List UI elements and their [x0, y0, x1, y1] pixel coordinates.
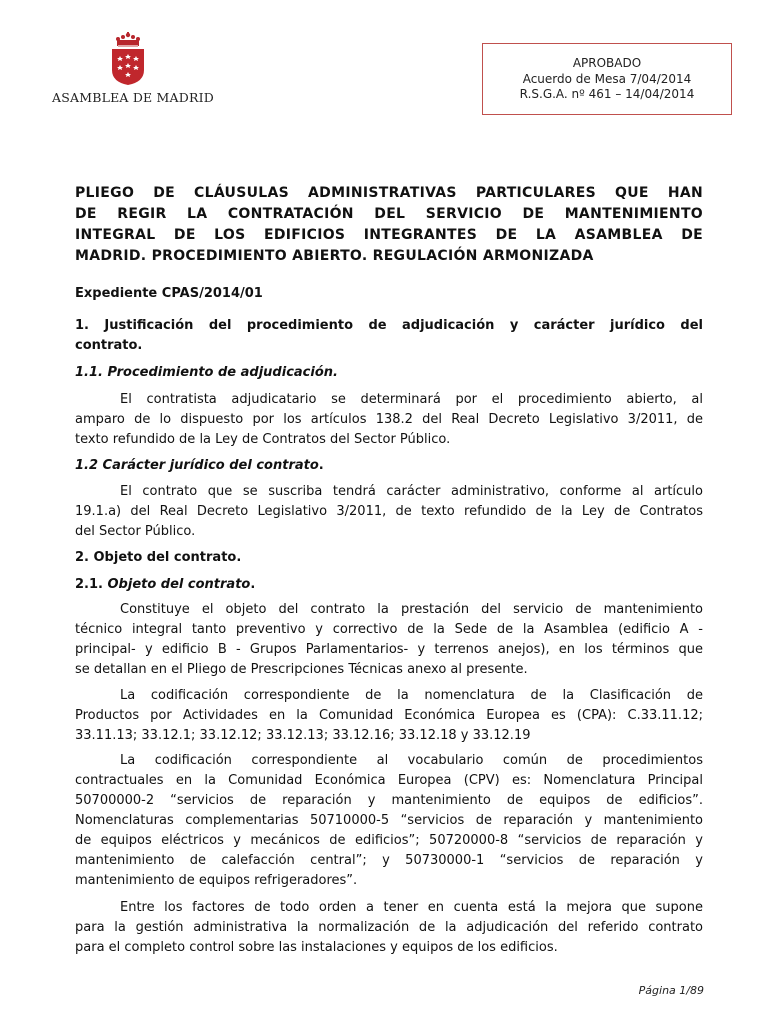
paragraph-line: amparo de lo dispuesto por los artículos 138.2 del Real Decreto Legislativo 3/2011, de [75, 412, 703, 427]
paragraph-line: mantenimiento de calefacción central”; y 50730000-1 “servicios de reparación y [75, 853, 703, 868]
logo-text: ASAMBLEA DE MADRID [52, 90, 214, 105]
heading-dot: . [250, 577, 256, 592]
heading-line: contrato. [75, 338, 143, 353]
paragraph-procedure [75, 390, 703, 450]
heading-text: 1.2 Carácter jurídico del contrato [75, 458, 319, 473]
section-2-1-heading [75, 575, 703, 595]
title-line: PLIEGO DE CLÁUSULAS ADMINISTRATIVAS PARTICULARES QUE HAN [75, 185, 703, 201]
section-2-heading: 2. Objeto del contrato. [75, 550, 242, 565]
paragraph-legal-nature [75, 482, 703, 542]
paragraph-factors [75, 898, 703, 958]
paragraph-line: para el completo control sobre las instalaciones y equipos de los edificios. [75, 940, 558, 955]
paragraph-line: La codificación correspondiente de la nomenclatura de la Clasificación de [120, 688, 703, 703]
paragraph-line: La codificación correspondiente al vocabulario común de procedimientos [120, 753, 703, 768]
assembly-logo [52, 32, 222, 105]
paragraph-line: mantenimiento de equipos refrigeradores”. [75, 873, 358, 888]
paragraph-line: del Sector Público. [75, 524, 196, 539]
paragraph-line: Productos por Actividades en la Comunidad Económica Europea es (CPA): C.33.11.12; [75, 708, 703, 723]
paragraph-line: se detallan en el Pliego de Prescripciones Técnicas anexo al presente. [75, 662, 528, 677]
section-1-heading [75, 316, 703, 356]
paragraph-line: Constituye el objeto del contrato la prestación del servicio de mantenimiento [120, 602, 703, 617]
paragraph-line: Entre los factores de todo orden a tener en cuenta está la mejora que supone [120, 900, 703, 915]
paragraph-cpa [75, 686, 703, 746]
paragraph-line: 19.1.a) del Real Decreto Legislativo 3/2011, de texto refundido de la Ley de Contratos [75, 504, 703, 519]
paragraph-line: contractuales en la Comunidad Económica Europea (CPV) es: Nomenclatura Principal [75, 773, 703, 788]
title-line: INTEGRAL DE LOS EDIFICIOS INTEGRANTES DE LA ASAMBLEA DE [75, 227, 703, 243]
paragraph-line: texto refundido de la Ley de Contratos del Sector Público. [75, 432, 451, 447]
heading-number: 2.1. [75, 577, 108, 592]
paragraph-cpv [75, 751, 703, 891]
page-number: Página 1/89 [638, 984, 704, 997]
document-title [75, 183, 703, 267]
title-line: DE REGIR LA CONTRATACIÓN DEL SERVICIO DE MANTENIMIENTO [75, 206, 703, 222]
paragraph-line: Nomenclaturas complementarias 50710000-5 “servicios de reparación y mantenimiento [75, 813, 703, 828]
title-line: MADRID. PROCEDIMIENTO ABIERTO. REGULACIÓN ARMONIZADA [75, 248, 594, 264]
paragraph-line: principal- y edificio B - Grupos Parlamentarios- y terrenos anejos), en los términos que [75, 642, 703, 657]
paragraph-line: El contratista adjudicatario se determinará por el procedimiento abierto, al [120, 392, 703, 407]
paragraph-line: El contrato que se suscriba tendrá carácter administrativo, conforme al artículo [120, 484, 703, 499]
paragraph-line: 33.11.13; 33.12.1; 33.12.12; 33.12.13; 33.12.16; 33.12.18 y 33.12.19 [75, 728, 531, 743]
stamp-status: APROBADO [572, 56, 642, 70]
expediente-number: Expediente CPAS/2014/01 [75, 286, 263, 301]
paragraph-object [75, 600, 703, 680]
heading-line: 1. Justificación del procedimiento de adjudicación y carácter jurídico del [75, 318, 703, 333]
heading-dot: . [318, 458, 324, 473]
crest-icon [106, 32, 150, 86]
stamp-agreement: Acuerdo de Mesa 7/04/2014 [522, 71, 692, 86]
section-1-2-heading [75, 456, 703, 476]
paragraph-line: 50700000-2 “servicios de reparación y mantenimiento de equipos de edificios”. [75, 793, 703, 808]
stamp-registry: R.S.G.A. nº 461 – 14/04/2014 [519, 87, 695, 101]
paragraph-line: de equipos eléctricos y mecánicos de edificios”; 50720000-8 “servicios de reparación y [75, 833, 703, 848]
section-1-1-heading: 1.1. Procedimiento de adjudicación. [75, 365, 338, 380]
heading-text: Objeto del contrato [107, 577, 251, 592]
approval-stamp [482, 43, 732, 115]
paragraph-line: para la gestión administrativa la normalización de la adjudicación del referido contrato [75, 920, 703, 935]
paragraph-line: técnico integral tanto preventivo y correctivo de la Sede de la Asamblea (edificio A - [75, 622, 703, 637]
